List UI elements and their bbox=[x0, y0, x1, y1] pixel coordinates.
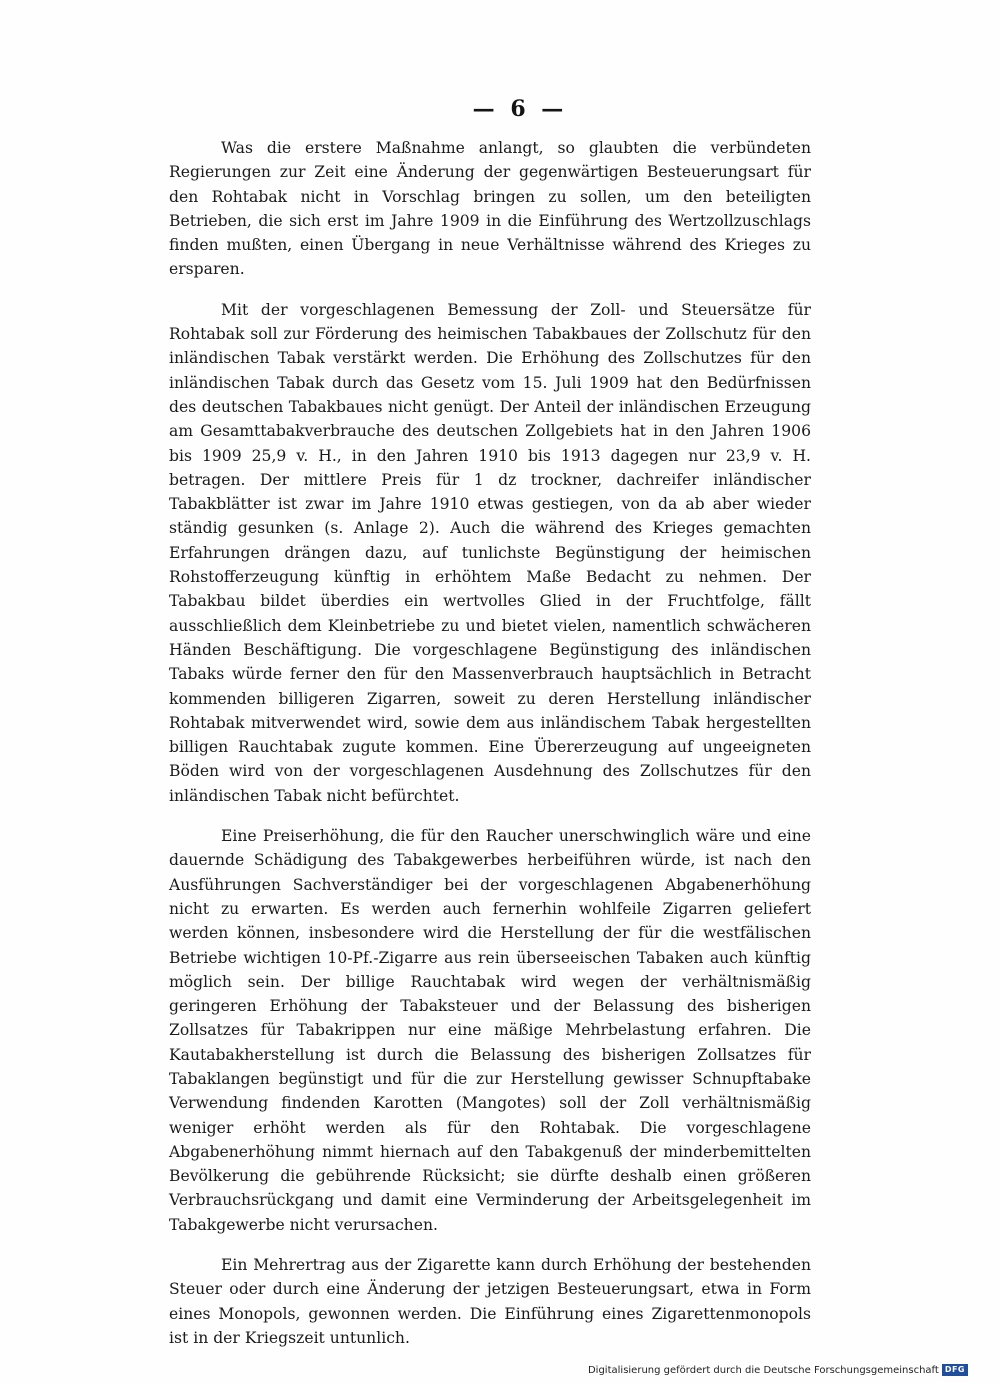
body-text bbox=[169, 136, 811, 1350]
paragraph-4: Ein Mehrertrag aus der Zigarette kann durch Erhöhung der bestehenden Steuer oder durch eine Änderung der jetzigen Besteuerungsart, etwa in Form eines Monopols, gewonnen werden. Die Einführung eines Zigarettenmonopols ist in der Kriegszeit untunlich. bbox=[169, 1256, 811, 1347]
page-number: — 6 — bbox=[472, 96, 568, 122]
footer-credit-text: Digitalisierung gefördert durch die Deutsche Forschungsgemeinschaft bbox=[587, 1364, 939, 1376]
dfg-logo: DFG bbox=[942, 1364, 968, 1376]
paragraph-1: Was die erstere Maßnahme anlangt, so glaubten die verbündeten Regierungen zur Zeit eine Änderung der gegenwärtigen Besteuerungsart für den Rohtabak nicht in Vorschlag bringen zu sollen, um den beteiligten Betrieben, die sich erst im Jahre 1909 in die Einführung des Wertzollzuschlags finden mußten, einen Übergang in neue Verhältnisse während des Krieges zu ersparen. bbox=[169, 139, 811, 279]
paragraph-3: Eine Preiserhöhung, die für den Raucher unerschwinglich wäre und eine dauernde Schädigung des Tabakgewerbes herbeiführen würde, ist nach den Ausführungen Sachverständiger bei der vorgeschlagenen Abgabenerhöhung nicht zu erwarten. Es werden auch fernerhin wohlfeile Zigarren geliefert werden können, insbesondere wird die Herstellung der für die westfälischen Betriebe wichtigen 10-Pf.-Zigarre aus rein überseeischen Tabaken auch künftig möglich sein. Der billige Rauchtabak wird wegen der verhältnismäßig geringeren Erhöhung der Tabaksteuer und der Belassung des bisherigen Zollsatzes für Tabakrippen nur eine mäßige Mehrbelastung erfahren. Die Kautabakherstellung ist durch die Belassung des bisherigen Zollsatzes für Tabaklangen begünstigt und für die zur Herstellung gewisser Schnupftabake Verwendung findenden Karotten (Mangotes) soll der Zoll verhältnismäßig weniger erhöht werden als für den Rohtabak. Die vorgeschlagene Abgabenerhöhung nimmt hiernach auf den Tabakgenuß der minderbemittelten Bevölkerung die gebührende Rücksicht; sie dürfte deshalb einen größeren Verbrauchsrückgang und damit eine Verminderung der Arbeitsgelegenheit im Tabakgewerbe nicht verursachen. bbox=[169, 827, 811, 1234]
paragraph-2: Mit der vorgeschlagenen Bemessung der Zoll- und Steuersätze für Rohtabak soll zur Förderung des heimischen Tabakbaues der Zollschutz für den inländischen Tabak verstärkt werden. Die Erhöhung des Zollschutzes für den inländischen Tabak durch das Gesetz vom 15. Juli 1909 hat den Bedürfnissen des deutschen Tabakbaues nicht genügt. Der Anteil der inländischen Erzeugung am Gesamttabakverbrauche des deutschen Zollgebiets hat in den Jahren 1906 bis 1909 25,9 v. H., in den Jahren 1910 bis 1913 dagegen nur 23,9 v. H. betragen. Der mittlere Preis für 1 dz trockner, dachreifer inländischer Tabakblätter ist zwar im Jahre 1910 etwas gestiegen, von da ab aber wieder ständig gesunken (s. Anlage 2). Auch die während des Krieges gemachten Erfahrungen drängen dazu, auf tunlichste Begünstigung der heimischen Rohstofferzeugung künftig in erhöhtem Maße Bedacht zu nehmen. Der Tabakbau bildet überdies ein wertvolles Glied in der Fruchtfolge, fällt ausschließlich dem Kleinbetriebe zu und bietet vielen, namentlich schwächeren Händen Beschäftigung. Die vorgeschlagene Begünstigung des inländischen Tabaks würde ferner den für den Massenverbrauch hauptsächlich in Betracht kommenden billigeren Zigarren, soweit zu deren Herstellung inländischer Rohtabak mitverwendet wird, sowie dem aus inländischem Tabak hergestellten billigen Rauchtabak zugute kommen. Eine Übererzeugung auf ungeeigneten Böden wird von der vorgeschlagenen Ausdehnung des Zollschutzes für den inländischen Tabak nicht befürchtet. bbox=[169, 300, 811, 805]
footer-credit bbox=[588, 1364, 968, 1376]
